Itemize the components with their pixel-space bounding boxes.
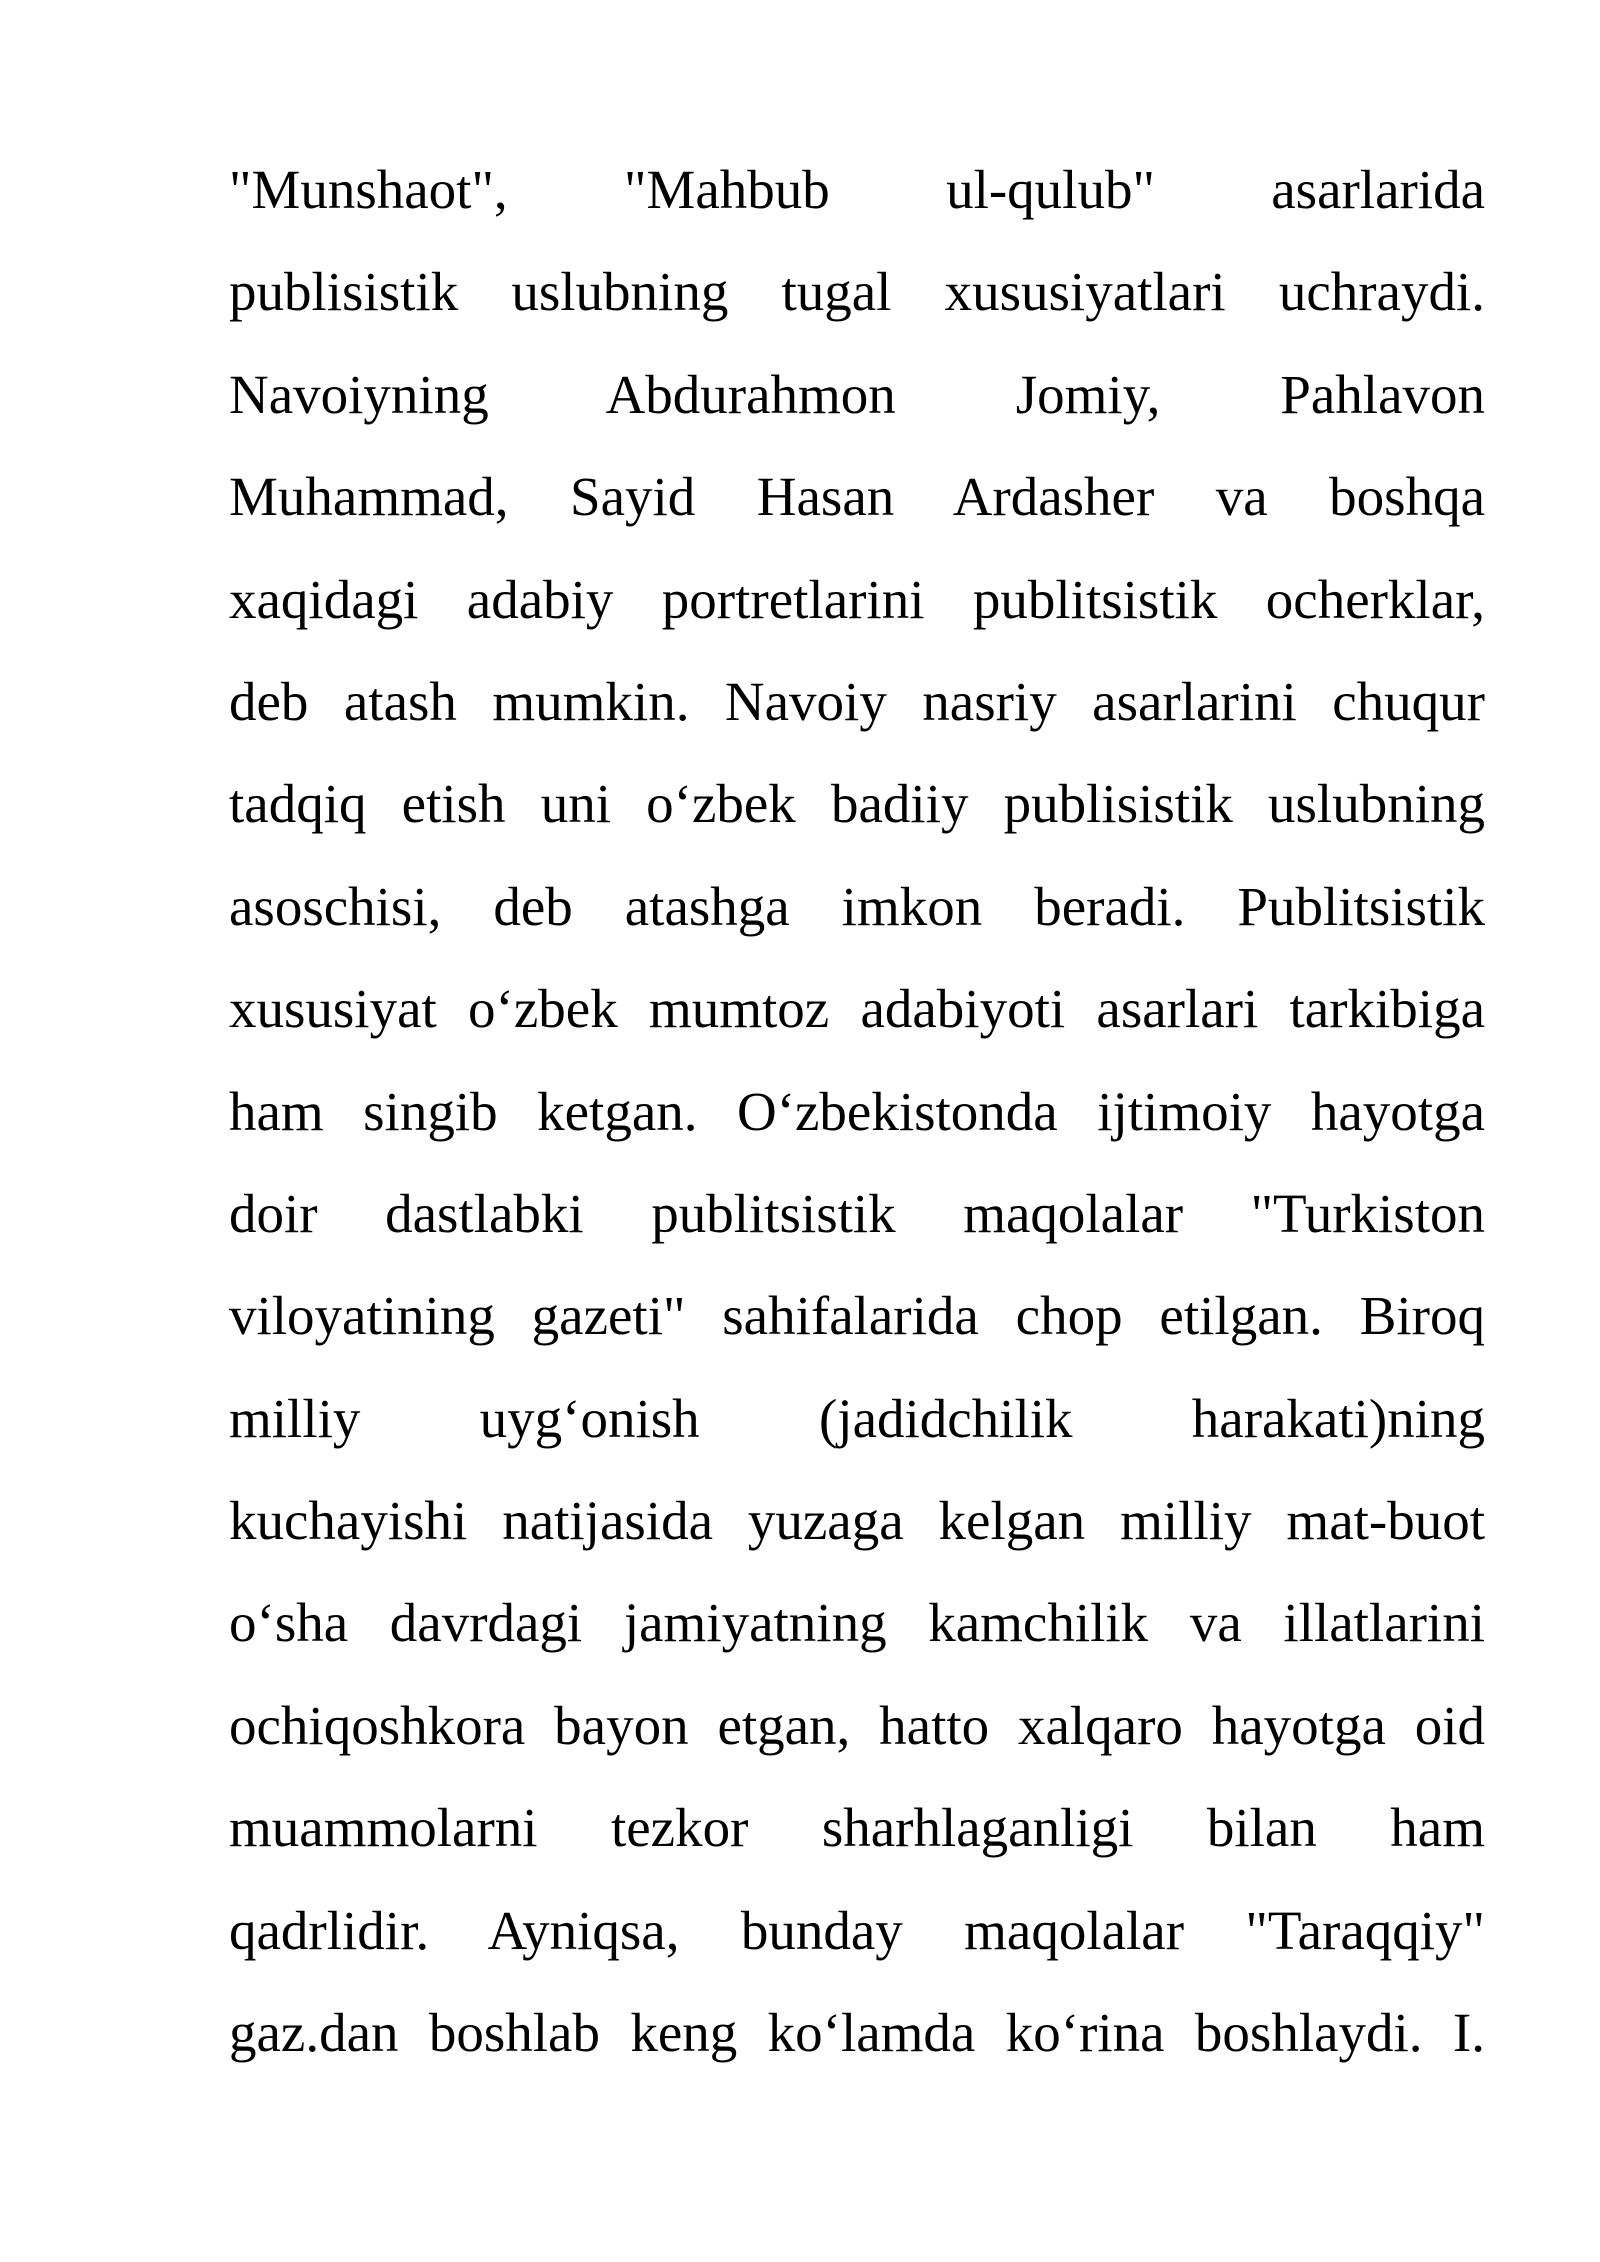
text-line: xaqidagi adabiy portretlarini publitsistik ocherklar, [229,568,1485,630]
text-line: kuchayishi natijasida yuzaga kelgan milliy mat-buot [229,1490,1485,1552]
text-line: deb atash mumkin. Navoiy nasriy asarlarini chuqur [229,670,1485,732]
text-line: ham singib ketgan. Oʻzbekistonda ijtimoiy hayotga [229,1080,1485,1142]
text-line: oʻsha davrdagi jamiyatning kamchilik va illatlarini [229,1592,1485,1654]
text-line: qadrlidir. Ayniqsa, bunday maqolalar "Taraqqiy" [229,1899,1485,1961]
text-line: muammolarni tezkor sharhlaganligi bilan ham [229,1797,1485,1859]
text-line: xususiyat oʻzbek mumtoz adabiyoti asarlari tarkibiga [229,978,1485,1040]
body-paragraph [229,149,1485,2094]
text-line: publisistik uslubning tugal xususiyatlari uchraydi. [229,261,1485,323]
text-line: viloyatining gazeti" sahifalarida chop etilgan. Biroq [229,1285,1485,1347]
text-line: asoschisi, deb atashga imkon beradi. Publitsistik [229,875,1485,937]
text-line: Navoiyning Abdurahmon Jomiy, Pahlavon [229,363,1485,425]
text-line: "Munshaot", "Mahbub ul-qulub" asarlarida [229,159,1485,220]
text-line: milliy uygʻonish (jadidchilik harakati)ning [229,1387,1485,1449]
text-line: gaz.dan boshlab keng koʻlamda koʻrina boshlaydi. I. [229,2002,1485,2064]
text-line: ochiqoshkora bayon etgan, hatto xalqaro hayotga oid [229,1694,1485,1756]
text-line: doir dastlabki publitsistik maqolalar "Turkiston [229,1182,1485,1244]
text-line: tadqiq etish uni oʻzbek badiiy publisistik uslubning [229,773,1485,835]
text-line: Muhammad, Sayid Hasan Ardasher va boshqa [229,466,1485,528]
